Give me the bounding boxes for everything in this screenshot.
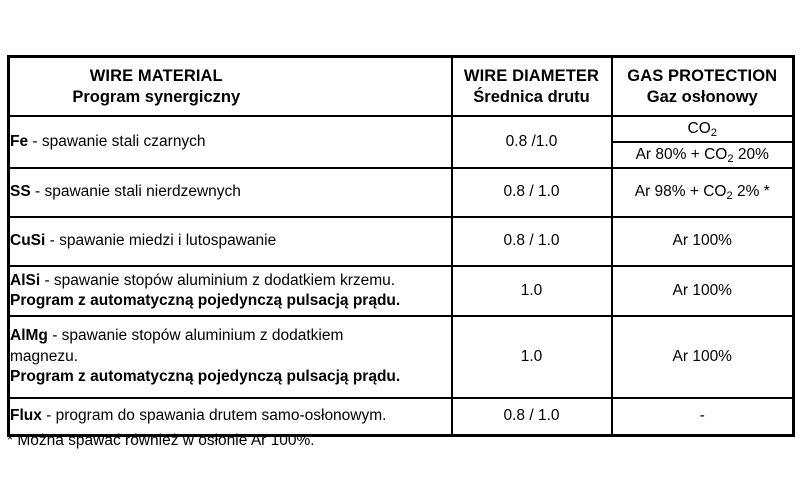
material-code: SS: [10, 183, 31, 201]
table-header: [9, 57, 794, 117]
material-line: [10, 406, 451, 426]
gas-value: [673, 282, 732, 299]
material-description: magnezu.: [10, 347, 79, 365]
gas-value-text: Ar 100%: [672, 232, 732, 250]
table-header-row: [9, 57, 794, 117]
material-description: - spawanie stopów aluminium z dodatkiem: [47, 327, 344, 345]
material-description: - spawanie stali nierdzewnych: [30, 183, 241, 201]
gas-value-primary-text: CO: [687, 119, 711, 137]
gas-cell-almg: [612, 316, 794, 398]
column-header-wire-diameter-pl: Średnica drutu: [473, 87, 590, 106]
table-row: [9, 316, 794, 398]
gas-value-text-suffix: 2% *: [732, 183, 770, 201]
gas-value: [634, 183, 770, 203]
gas-value: [673, 348, 732, 365]
column-header-gas-protection: [612, 57, 794, 117]
material-cell-flux: [9, 398, 452, 436]
material-cell-fe: [9, 116, 452, 168]
gas-value-secondary-text: Ar 80% + CO: [635, 145, 728, 163]
gas-cell-flux: [612, 398, 794, 436]
table-row: [9, 168, 794, 217]
gas-value-secondary-text-subscript: 2: [727, 152, 734, 165]
table-row: [9, 398, 794, 436]
footnote: * Można spawać również w osłonie Ar 100%.: [7, 432, 315, 449]
material-code: CuSi: [10, 232, 46, 250]
column-header-wire-material-pl: Program synergiczny: [72, 87, 241, 106]
material-description: - program do spawania drutem samo-osłonowym.: [41, 407, 387, 425]
column-header-gas-protection-pl: Gaz osłonowy: [646, 87, 758, 106]
diameter-cell-ss: 0.8 / 1.0: [452, 168, 612, 217]
gas-value-primary: [613, 117, 793, 143]
column-header-wire-diameter-en: WIRE DIAMETER: [463, 67, 600, 86]
table-row: [9, 217, 794, 266]
material-line: [10, 347, 451, 367]
material-line: [10, 132, 451, 152]
diameter-cell-flux: 0.8 / 1.0: [452, 398, 612, 436]
material-line: [10, 326, 451, 346]
gas-value-primary-text-subscript: 2: [710, 126, 717, 139]
material-line: [10, 367, 451, 387]
column-header-gas-protection-en: GAS PROTECTION: [627, 67, 778, 86]
table-row: [9, 266, 794, 316]
gas-value-text: Ar 100%: [672, 281, 732, 299]
column-header-wire-material-en: WIRE MATERIAL: [89, 67, 223, 86]
material-code: AlSi: [10, 271, 41, 289]
material-description: - spawanie stali czarnych: [28, 132, 206, 150]
material-line: [10, 291, 451, 311]
diameter-cell-cusi: 0.8 / 1.0: [452, 217, 612, 266]
material-cell-almg: [9, 316, 452, 398]
gas-split-container: [613, 117, 793, 167]
material-description: - spawanie stopów aluminium z dodatkiem krzemu.: [40, 271, 396, 289]
gas-value-text: Ar 100%: [672, 347, 732, 365]
material-code: Flux: [10, 407, 42, 425]
material-description: Program z automatyczną pojedynczą pulsacją prądu.: [10, 292, 401, 309]
material-line: [10, 231, 451, 251]
gas-value-secondary-text-suffix: 20%: [733, 145, 769, 163]
gas-value-text: -: [699, 407, 705, 425]
gas-cell-fe: [612, 116, 794, 168]
material-code: Fe: [10, 132, 29, 150]
material-cell-ss: [9, 168, 452, 217]
gas-cell-ss: [612, 168, 794, 217]
gas-cell-alsi: [612, 266, 794, 316]
gas-value-text: Ar 98% + CO: [634, 183, 727, 201]
diameter-cell-fe: 0.8 /1.0: [452, 116, 612, 168]
wire-material-table: [7, 55, 795, 437]
gas-value-secondary: [613, 143, 793, 167]
material-line: [10, 271, 451, 291]
material-line: [10, 182, 451, 202]
gas-cell-cusi: [612, 217, 794, 266]
diameter-cell-almg: 1.0: [452, 316, 612, 398]
column-header-wire-material: [9, 57, 452, 117]
material-description: - spawanie miedzi i lutospawanie: [45, 232, 277, 250]
diameter-cell-alsi: 1.0: [452, 266, 612, 316]
table-row: [9, 116, 794, 168]
material-description: Program z automatyczną pojedynczą pulsacją prądu.: [10, 368, 401, 386]
gas-value: [700, 407, 705, 424]
table-body: [9, 116, 794, 436]
material-cell-alsi: [9, 266, 452, 316]
column-header-wire-diameter: [452, 57, 612, 117]
material-cell-cusi: [9, 217, 452, 266]
material-code: AlMg: [10, 327, 48, 345]
gas-value-text-subscript: 2: [726, 190, 733, 203]
gas-value: [673, 232, 732, 249]
